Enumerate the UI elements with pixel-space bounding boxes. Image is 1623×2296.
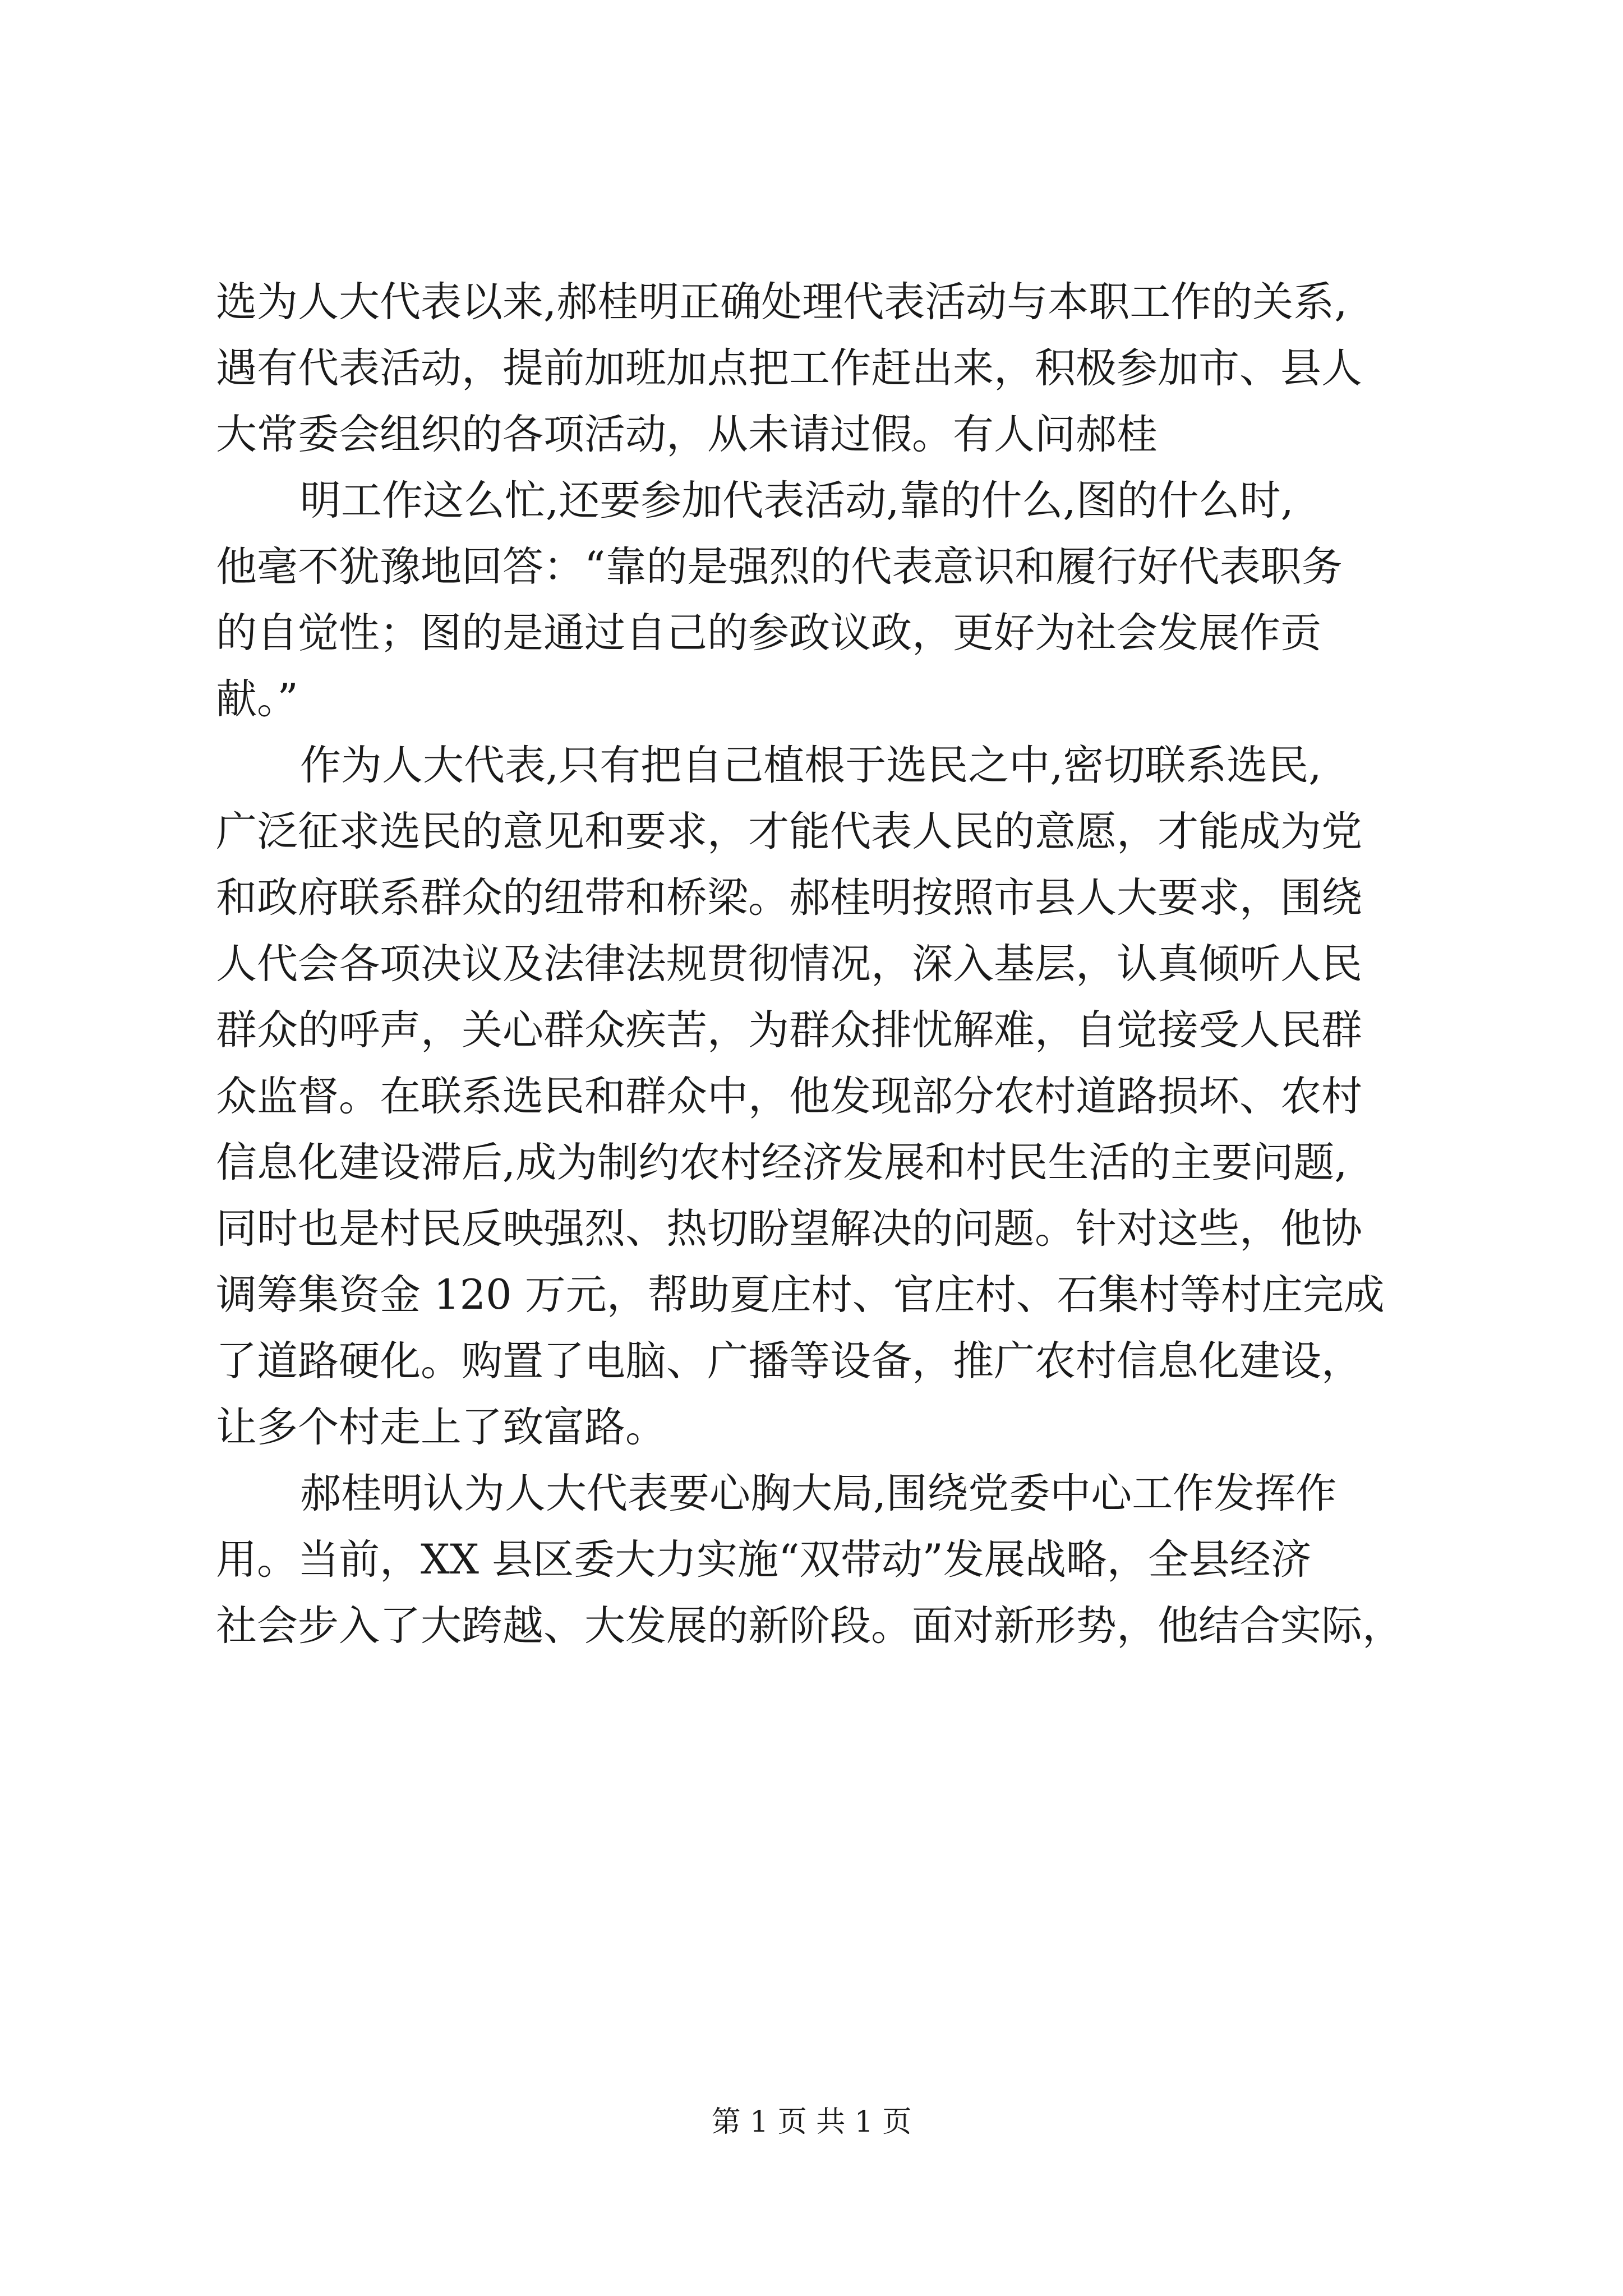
text-line: 众监督。在联系选民和群众中，他发现部分农村道路损坏、农村 — [216, 1073, 1362, 1120]
paragraph — [216, 733, 1438, 1461]
text-line: 用。当前，XX 县区委大力实施“双带动”发展战略，全县经济 — [216, 1536, 1312, 1584]
text-line: 社会步入了大跨越、大发展的新阶段。面对新形势，他结合实际， — [216, 1602, 1403, 1650]
page-footer: 第 1 页 共 1 页 — [711, 2105, 912, 2139]
text-line: 遇有代表活动，提前加班加点把工作赶出来，积极参加市、县人 — [216, 344, 1362, 392]
text-line: 调筹集资金 120 万元，帮助夏庄村、官庄村、石集村等村庄完成 — [216, 1271, 1385, 1319]
text-line: 选为人大代表以来,郝桂明正确处理代表活动与本职工作的关系, — [216, 278, 1348, 326]
text-line: 人代会各项决议及法律法规贯彻情况，深入基层，认真倾听人民 — [216, 940, 1362, 988]
text-line: 信息化建设滞后,成为制约农村经济发展和村民生活的主要问题, — [216, 1139, 1348, 1186]
text-line: 作为人大代表,只有把自己植根于选民之中,密切联系选民, — [300, 742, 1322, 789]
paragraph — [216, 1461, 1438, 1659]
text-line: 群众的呼声，关心群众疾苦，为群众排忧解难，自觉接受人民群 — [216, 1006, 1362, 1054]
text-line: 大常委会组织的各项活动，从未请过假。有人问郝桂 — [216, 411, 1158, 458]
text-line: 了道路硬化。购置了电脑、广播等设备，推广农村信息化建设， — [216, 1337, 1362, 1385]
text-line: 同时也是村民反映强烈、热切盼望解决的问题。针对这些，他协 — [216, 1205, 1362, 1253]
text-line: 明工作这么忙,还要参加代表活动,靠的什么,图的什么时, — [300, 477, 1294, 524]
text-line: 让多个村走上了致富路。 — [216, 1404, 666, 1451]
text-line: 献。” — [216, 675, 298, 723]
paragraph — [216, 468, 1438, 733]
text-line: 他毫不犹豫地回答：“靠的是强烈的代表意识和履行好代表职务 — [216, 543, 1343, 591]
text-line: 广泛征求选民的意见和要求，才能代表人民的意愿，才能成为党 — [216, 808, 1362, 855]
text-line: 和政府联系群众的纽带和桥梁。郝桂明按照市县人大要求，围绕 — [216, 874, 1362, 922]
paragraph — [216, 269, 1438, 468]
text-line: 的自觉性；图的是通过自己的参政议政，更好为社会发展作贡 — [216, 609, 1321, 657]
text-line: 郝桂明认为人大代表要心胸大局,围绕党委中心工作发挥作 — [300, 1470, 1337, 1517]
document-body — [216, 269, 1438, 1659]
